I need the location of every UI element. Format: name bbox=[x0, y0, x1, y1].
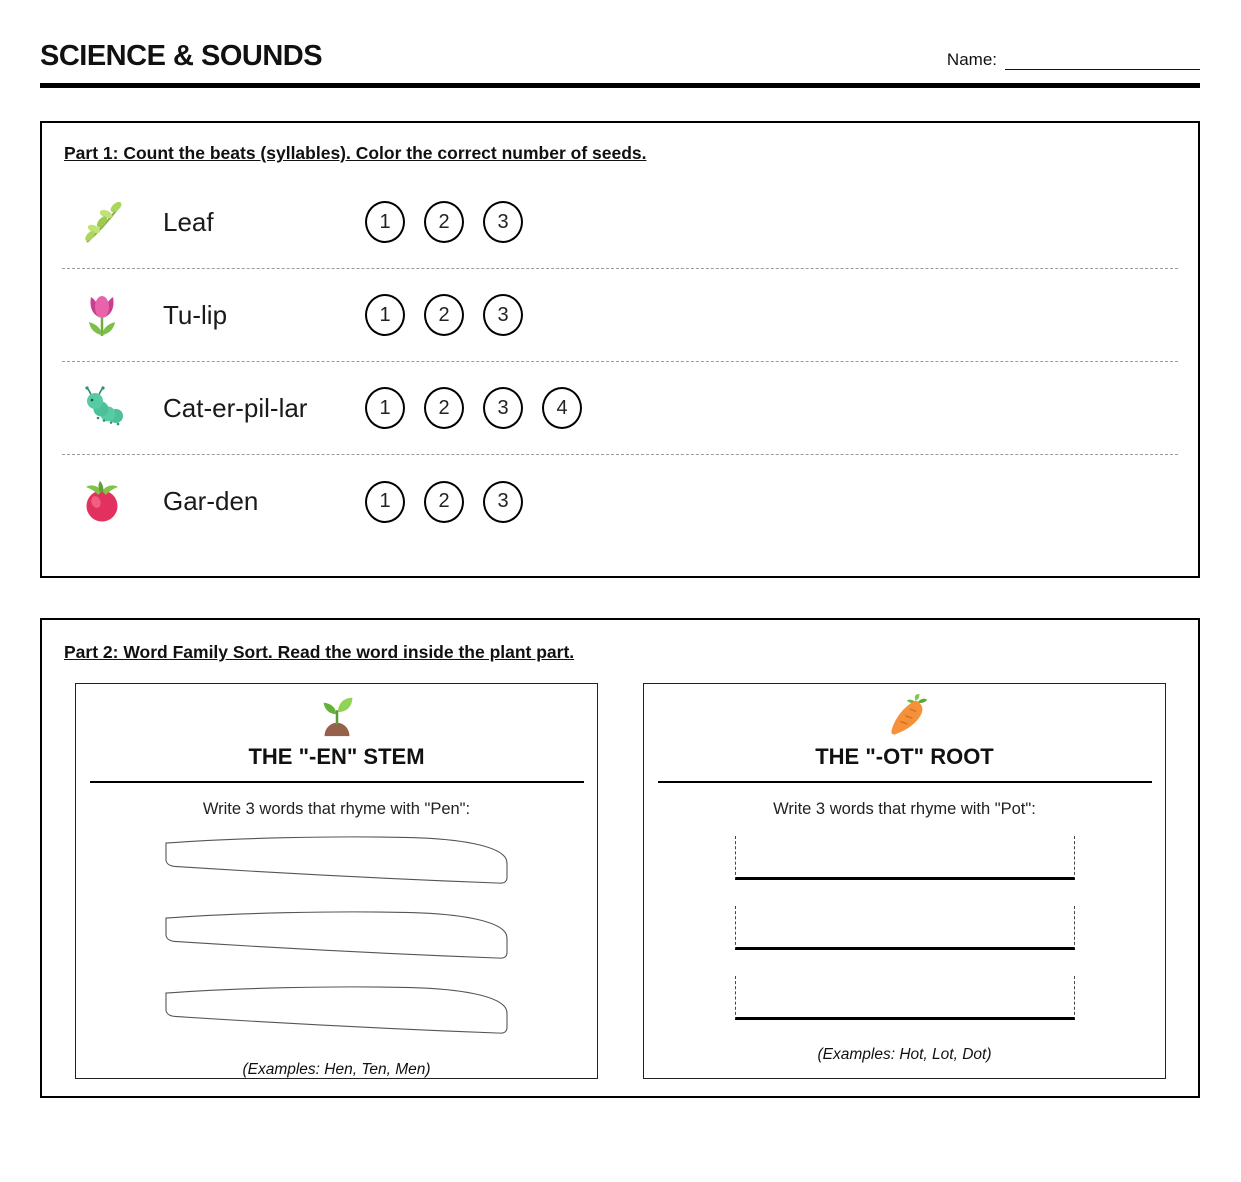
card-title: THE "-OT" ROOT bbox=[815, 744, 994, 769]
write-slot[interactable] bbox=[735, 976, 1075, 1020]
seed-circles bbox=[365, 201, 523, 243]
seed-circle-3[interactable]: 3 bbox=[483, 294, 523, 336]
word-label: Cat-er-pil-lar bbox=[163, 392, 308, 423]
syllable-row bbox=[62, 176, 1178, 269]
seed-circle-2[interactable]: 2 bbox=[424, 294, 464, 336]
carrot-icon bbox=[882, 693, 928, 739]
card-title: THE "-EN" STEM bbox=[248, 744, 425, 769]
seed-circle-2[interactable]: 2 bbox=[424, 387, 464, 429]
part2-section bbox=[40, 618, 1200, 1098]
word-family-card-ot bbox=[643, 683, 1166, 1079]
write-slot[interactable] bbox=[735, 836, 1075, 880]
card-prompt: Write 3 words that rhyme with "Pot": bbox=[773, 800, 1036, 818]
name-area bbox=[947, 50, 1200, 73]
part1-heading: Part 1: Count the beats (syllables). Color the correct number of seeds. bbox=[64, 143, 647, 163]
seed-circle-4[interactable]: 4 bbox=[542, 387, 582, 429]
seed-circle-1[interactable]: 1 bbox=[365, 387, 405, 429]
seed-circle-1[interactable]: 1 bbox=[365, 201, 405, 243]
card-divider bbox=[658, 781, 1152, 783]
write-slot[interactable] bbox=[164, 986, 509, 1036]
seed-circle-2[interactable]: 2 bbox=[424, 481, 464, 523]
seedling-icon bbox=[314, 693, 360, 739]
caterpillar-icon bbox=[78, 384, 126, 432]
seed-circle-3[interactable]: 3 bbox=[483, 481, 523, 523]
header-divider bbox=[40, 83, 1200, 88]
page-title: SCIENCE & SOUNDS bbox=[40, 40, 323, 72]
seed-circles bbox=[365, 387, 582, 429]
part2-heading: Part 2: Word Family Sort. Read the word inside the plant part. bbox=[64, 642, 575, 662]
write-slot[interactable] bbox=[735, 906, 1075, 950]
herb-icon bbox=[78, 198, 126, 246]
syllable-row bbox=[62, 455, 1178, 548]
name-input-line[interactable] bbox=[1005, 54, 1200, 70]
write-slots bbox=[164, 836, 509, 1061]
seed-circle-1[interactable]: 1 bbox=[365, 481, 405, 523]
part1-rows bbox=[62, 176, 1178, 548]
tulip-icon bbox=[78, 291, 126, 339]
word-label: Tu-lip bbox=[163, 299, 228, 330]
seed-circles bbox=[365, 294, 523, 336]
seed-circle-3[interactable]: 3 bbox=[483, 387, 523, 429]
card-prompt: Write 3 words that rhyme with "Pen": bbox=[202, 800, 471, 818]
write-slot[interactable] bbox=[164, 836, 509, 886]
seed-circle-1[interactable]: 1 bbox=[365, 294, 405, 336]
part2-cards bbox=[42, 683, 1198, 1079]
word-label: Leaf bbox=[163, 206, 214, 237]
name-label: Name: bbox=[946, 50, 997, 69]
syllable-row bbox=[62, 362, 1178, 455]
seed-circle-3[interactable]: 3 bbox=[483, 201, 523, 243]
card-examples: (Examples: Hen, Ten, Men) bbox=[242, 1061, 431, 1078]
write-slot[interactable] bbox=[164, 911, 509, 961]
seed-circle-2[interactable]: 2 bbox=[424, 201, 464, 243]
part1-section bbox=[40, 121, 1200, 578]
write-slots bbox=[735, 836, 1075, 1046]
worksheet-header bbox=[40, 0, 1200, 73]
card-examples: (Examples: Hot, Lot, Dot) bbox=[817, 1046, 992, 1063]
word-family-card-en bbox=[75, 683, 598, 1079]
card-divider bbox=[90, 781, 584, 783]
tomato-icon bbox=[78, 478, 126, 526]
seed-circles bbox=[365, 481, 523, 523]
word-label: Gar-den bbox=[163, 486, 259, 516]
syllable-row bbox=[62, 269, 1178, 362]
